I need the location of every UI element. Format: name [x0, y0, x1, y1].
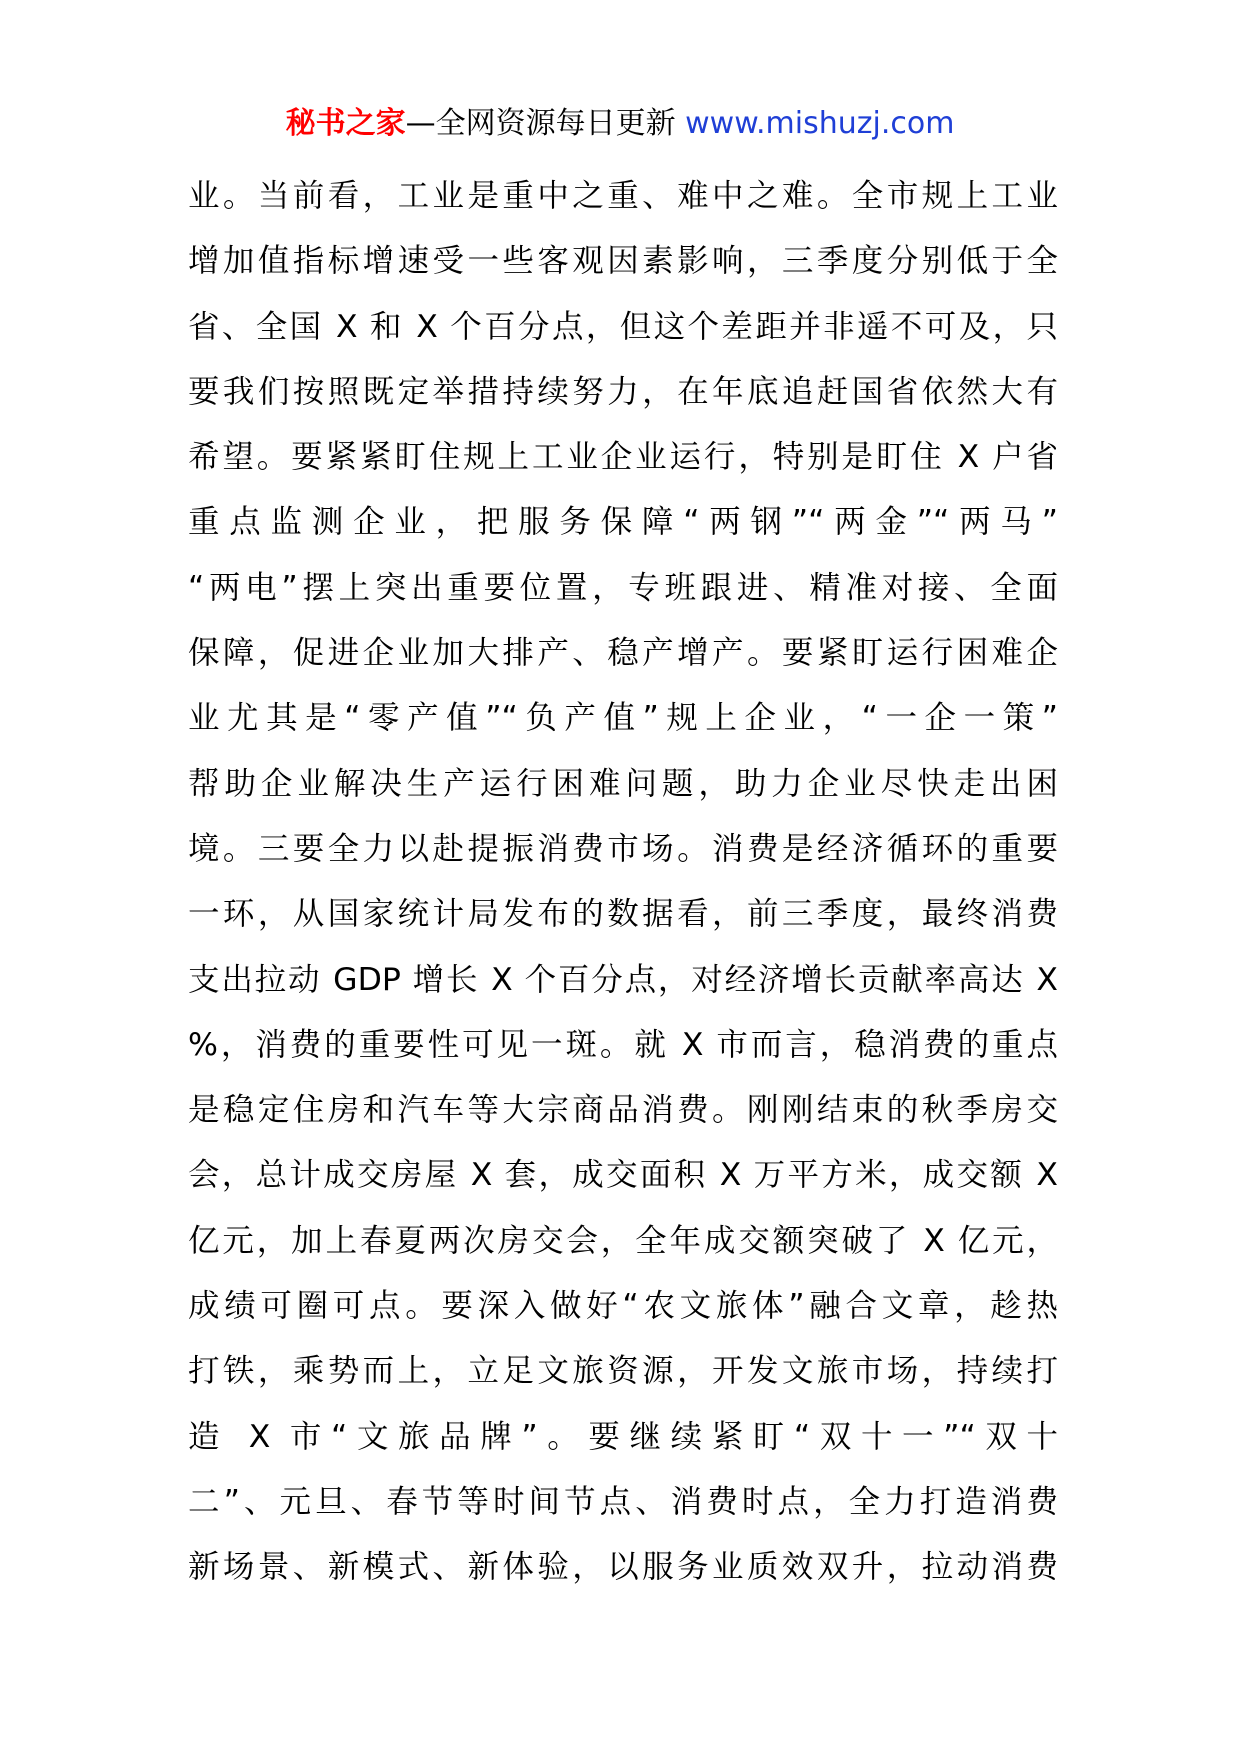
text-line-4: 要我们按照既定举措持续努力，在年底追赶国省依然大有: [188, 373, 1058, 410]
header-url-link[interactable]: www.mishuzj.com: [685, 106, 955, 141]
text-line-5: 希望。要紧紧盯住规上工业企业运行，特别是盯住 X 户省: [188, 439, 1058, 476]
text-line-9: 业尤其是“零产值”“负产值”规上企业，“一企一策”: [188, 700, 1058, 737]
text-line-18: 成绩可圈可点。要深入做好“农文旅体”融合文章，趁热: [188, 1288, 1058, 1325]
page-header: [0, 102, 1240, 146]
text-line-8: 保障，促进企业加大排产、稳产增产。要紧盯运行困难企: [188, 635, 1058, 672]
text-line-10: 帮助企业解决生产运行困难问题，助力企业尽快走出困: [188, 765, 1058, 802]
text-line-20: 造 X 市“文旅品牌”。要继续紧盯“双十一”“双十: [188, 1418, 1058, 1455]
text-line-12: 一环，从国家统计局发布的数据看，前三季度，最终消费: [188, 896, 1058, 933]
text-line-14: %，消费的重要性可见一斑。就 X 市而言，稳消费的重点: [188, 1026, 1058, 1063]
text-line-15: 是稳定住房和汽车等大宗商品消费。刚刚结束的秋季房交: [188, 1092, 1058, 1129]
text-line-1: 业。当前看，工业是重中之重、难中之难。全市规上工业: [188, 178, 1058, 214]
text-line-7: “两电”摆上突出重要位置，专班跟进、精准对接、全面: [188, 569, 1058, 606]
header-brand: 秘书之家: [285, 106, 406, 141]
text-line-22: 新场景、新模式、新体验，以服务业质效双升，拉动消费: [188, 1549, 1058, 1586]
header-tagline: —全网资源每日更新: [405, 106, 686, 141]
body-text: [188, 164, 1058, 1601]
text-line-3: 省、全国 X 和 X 个百分点，但这个差距并非遥不可及，只: [188, 308, 1058, 345]
text-line-17: 亿元，加上春夏两次房交会，全年成交额突破了 X 亿元，: [188, 1222, 1058, 1259]
text-line-16: 会，总计成交房屋 X 套，成交面积 X 万平方米，成交额 X: [188, 1157, 1058, 1194]
text-line-2: 增加值指标增速受一些客观因素影响，三季度分别低于全: [188, 243, 1058, 280]
text-line-21: 二”、元旦、春节等时间节点、消费时点，全力打造消费: [188, 1483, 1058, 1520]
text-line-6: 重点监测企业，把服务保障“两钢”“两金”“两马”: [188, 504, 1058, 541]
text-line-13: 支出拉动 GDP 增长 X 个百分点，对经济增长贡献率高达 X: [188, 961, 1058, 998]
text-line-11: 境。三要全力以赴提振消费市场。消费是经济循环的重要: [188, 830, 1058, 867]
text-line-19: 打铁，乘势而上，立足文旅资源，开发文旅市场，持续打: [188, 1353, 1058, 1390]
